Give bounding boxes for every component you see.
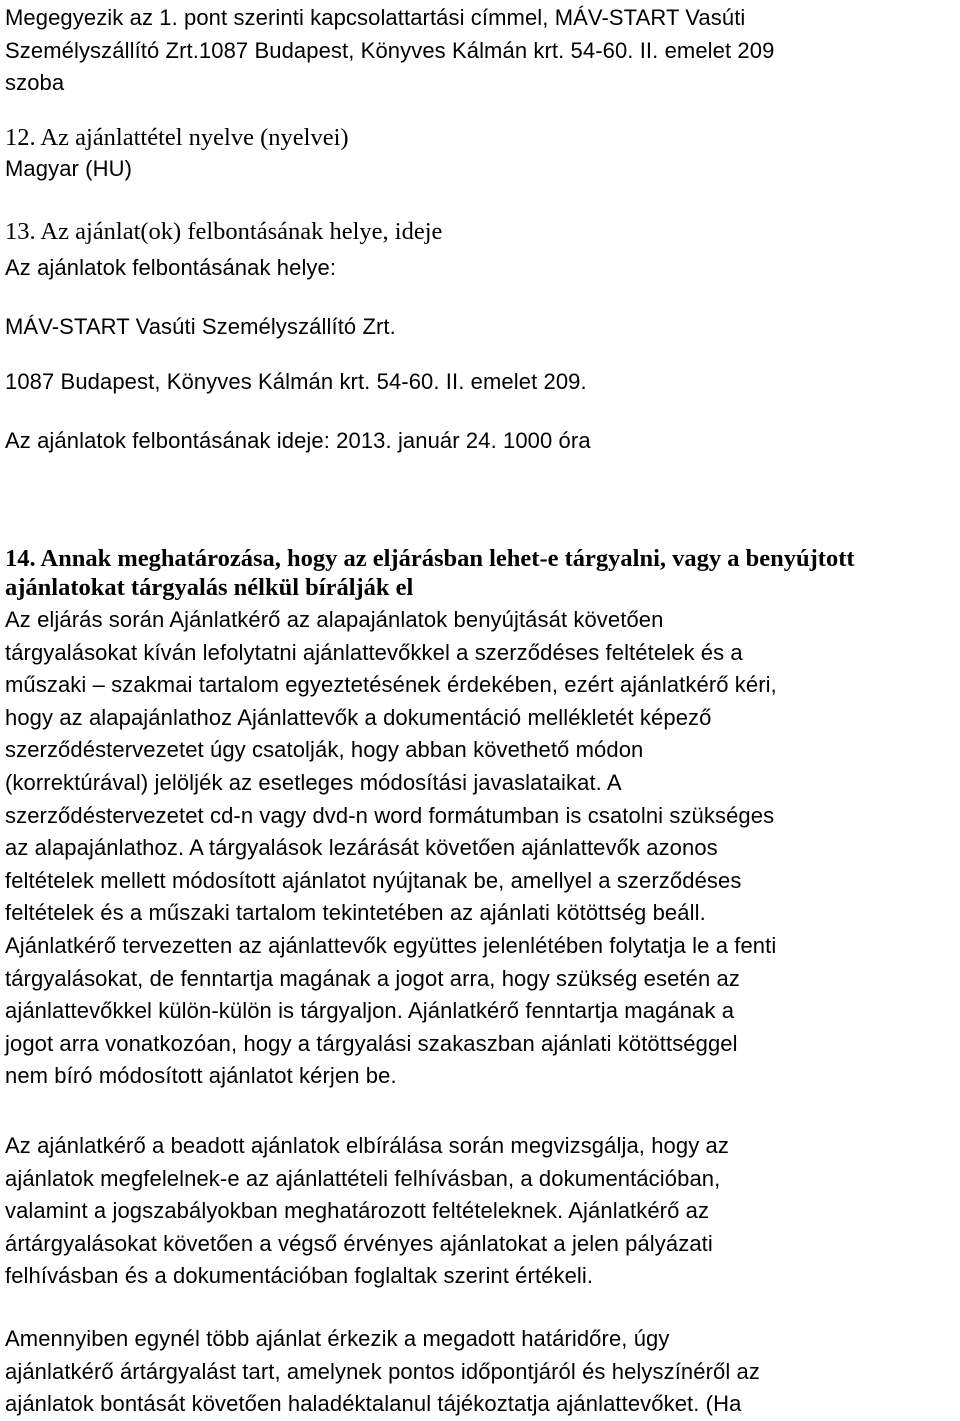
text-line: (korrektúrával) jelöljék az esetleges módosítási javaslataikat. A	[5, 769, 622, 795]
text-line: Az eljárás során Ajánlatkérő az alapajánlatok benyújtását követően	[5, 607, 664, 632]
contact-address-paragraph	[5, 2, 957, 100]
opening-organization: MÁV-START Vasúti Személyszállító Zrt.	[5, 314, 396, 339]
text-line: tárgyalásokat kíván lefolytatni ajánlattevőkkel a szerződéses feltételek és a	[5, 639, 743, 665]
evaluation-paragraph	[5, 1130, 957, 1293]
text-line: feltételek mellett módosított ajánlatot nyújtanak be, amellyel a szerződéses	[5, 867, 742, 893]
language-value: Magyar (HU)	[5, 156, 132, 181]
section-14-heading-line: ajánlatokat tárgyalás nélkül bírálják el	[5, 574, 414, 601]
section-14-heading-line: 14. Annak meghatározása, hogy az eljárásban lehet-e tárgyalni, vagy a benyújtott	[5, 545, 855, 572]
text-line: hogy az alapajánlathoz Ajánlattevők a dokumentáció mellékletét képező	[5, 704, 712, 730]
text-line: ajánlattevőkkel külön-külön is tárgyaljon. Ajánlatkérő fenntartja magának a	[5, 998, 735, 1024]
text-line: ajánlatok megfelelnek-e az ajánlattételi felhívásban, a dokumentációban,	[5, 1165, 721, 1191]
text-line: feltételek és a műszaki tartalom tekintetében az ajánlati kötöttség beáll.	[5, 900, 706, 926]
section-13-heading: 13. Az ajánlat(ok) felbontásának helye, ideje	[5, 218, 443, 245]
text-line: szerződéstervezetet cd-n vagy dvd-n word formátumban is csatolni szükséges	[5, 802, 775, 828]
text-line: Amennyiben egynél több ajánlat érkezik a megadott határidőre, úgy	[5, 1326, 670, 1351]
opening-time: Az ajánlatok felbontásának ideje: 2013. január 24. 1000 óra	[5, 428, 591, 453]
text-line: szoba	[5, 70, 65, 96]
section-12-heading: 12. Az ajánlattétel nyelve (nyelvei)	[5, 124, 349, 151]
price-negotiation-paragraph	[5, 1323, 957, 1421]
text-line: nem bíró módosított ajánlatot kérjen be.	[5, 1063, 397, 1089]
section-14-body	[5, 604, 957, 1093]
text-line: tárgyalásokat, de fenntartja magának a jogot arra, hogy szükség esetén az	[5, 965, 740, 991]
text-line: szerződéstervezetet úgy csatolják, hogy abban követhető módon	[5, 737, 644, 763]
text-line: felhívásban és a dokumentációban foglaltak szerint értékeli.	[5, 1263, 594, 1289]
text-line: Személyszállító Zrt.1087 Budapest, Könyves Kálmán krt. 54-60. II. emelet 209	[5, 37, 775, 63]
section-14	[5, 543, 957, 1093]
opening-address: 1087 Budapest, Könyves Kálmán krt. 54-60. II. emelet 209.	[5, 369, 587, 394]
text-line: ajánlatkérő ártárgyalást tart, amelynek pontos időpontjáról és helyszínéről az	[5, 1358, 760, 1384]
text-line: Megegyezik az 1. pont szerinti kapcsolattartási címmel, MÁV-START Vasúti	[5, 5, 746, 30]
opening-place-label: Az ajánlatok felbontásának helye:	[5, 255, 337, 280]
text-line: az alapajánlathoz. A tárgyalások lezárását követően ajánlattevők azonos	[5, 835, 718, 861]
text-line: Az ajánlatkérő a beadott ajánlatok elbírálása során megvizsgálja, hogy az	[5, 1133, 729, 1158]
text-line: ajánlatok bontását követően haladéktalanul tájékoztatja ajánlattevőket. (Ha	[5, 1391, 742, 1417]
text-line: Ajánlatkérő tervezetten az ajánlattevők együttes jelenlétében folytatja le a fenti	[5, 932, 777, 958]
text-line: ártárgyalásokat követően a végső érvényes ajánlatokat a jelen pályázati	[5, 1230, 713, 1256]
text-line: műszaki – szakmai tartalom egyeztetésének érdekében, ezért ajánlatkérő kéri,	[5, 672, 777, 698]
section-12	[5, 122, 957, 186]
text-line: valamint a jogszabályokban meghatározott feltételeknek. Ajánlatkérő az	[5, 1198, 710, 1224]
text-line: jogot arra vonatkozóan, hogy a tárgyalási szakaszban ajánlati kötöttséggel	[5, 1030, 738, 1056]
